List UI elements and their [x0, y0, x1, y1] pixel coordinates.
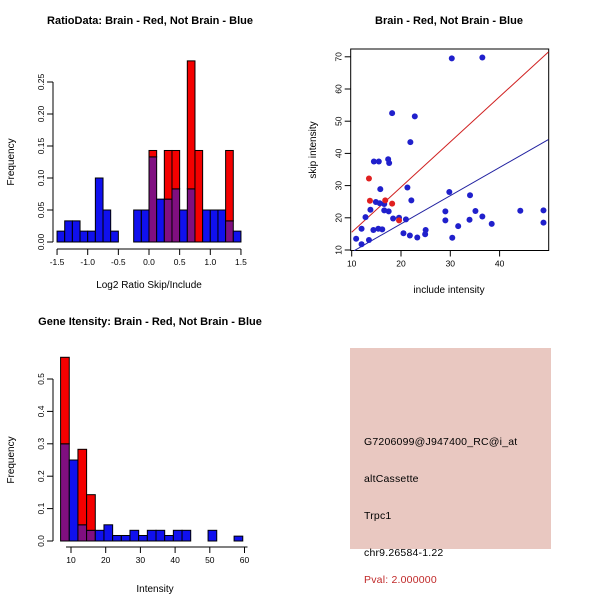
scatter-plot-area: [334, 49, 549, 269]
y-tick-label: 20: [333, 213, 344, 223]
x-tick-label: 40: [494, 258, 505, 269]
scatter-point-blue: [540, 220, 546, 226]
histogram-bar: [156, 530, 165, 541]
scatter-point-blue: [414, 234, 420, 240]
histogram-bar: [208, 530, 217, 541]
x-tick-label: -1.0: [80, 257, 96, 267]
histogram-bar: [147, 530, 156, 541]
gene-histogram-plot-area: [36, 357, 249, 565]
histogram-bar: [172, 150, 180, 188]
scatter-point-blue: [455, 223, 461, 229]
y-tick-label: 10: [333, 245, 344, 255]
scatter-point-red: [366, 176, 372, 182]
scatter-point-red: [396, 217, 402, 223]
histogram-bar: [103, 210, 111, 242]
histogram-bar: [233, 231, 241, 242]
scatter-point-blue: [442, 208, 448, 214]
histogram-bar: [113, 535, 122, 541]
histogram-bar-overlap: [164, 199, 172, 242]
scatter-point-blue: [442, 217, 448, 223]
scatter-point-blue: [479, 54, 485, 60]
y-tick-label: 0.10: [36, 169, 46, 187]
x-tick-label: 20: [100, 555, 111, 565]
x-tick-label: 10: [66, 555, 76, 565]
scatter-point-blue: [446, 189, 452, 195]
gene-histogram-xlabel: Intensity: [136, 584, 174, 595]
scatter-point-red: [389, 201, 395, 207]
gene-histogram-title: Gene Itensity: Brain - Red, Not Brain - Blue: [38, 316, 262, 328]
histogram-bar: [165, 535, 174, 541]
probe-id-text: G7206099@J947400_RC@i_at: [364, 436, 518, 448]
scatter-point-blue: [467, 217, 473, 223]
histogram-bar-overlap: [172, 189, 180, 242]
histogram-bar: [149, 150, 157, 156]
histogram-bar: [65, 221, 73, 242]
scatter-point-blue: [412, 113, 418, 119]
histogram-bar: [111, 231, 119, 242]
histogram-bar: [134, 210, 142, 242]
histogram-bar: [157, 199, 165, 242]
histogram-bar: [203, 210, 211, 242]
histogram-bar: [164, 150, 172, 199]
gene-intensity-histogram-panel: [0, 300, 300, 600]
scatter-point-blue: [366, 237, 372, 243]
x-tick-label: 0.5: [173, 257, 186, 267]
histogram-bar: [187, 61, 195, 189]
histogram-bar: [195, 150, 203, 242]
x-tick-label: 10: [346, 258, 357, 269]
histogram-bar: [69, 460, 78, 541]
scatter-point-blue: [386, 208, 392, 214]
scatter-point-blue: [407, 233, 413, 239]
info-panel: [350, 348, 551, 586]
scatter-point-blue: [359, 226, 365, 232]
scatter-point-blue: [479, 214, 485, 220]
scatter-point-blue: [367, 207, 373, 213]
y-tick-label: 0.4: [36, 405, 46, 418]
scatter-ylabel: skip intensity: [308, 121, 319, 179]
histogram-bar: [72, 221, 80, 242]
scatter-point-blue: [449, 235, 455, 241]
histogram-bar: [173, 530, 182, 541]
scatter-point-blue: [408, 197, 414, 203]
y-tick-label: 0.1: [36, 502, 46, 515]
histogram-bar: [95, 178, 103, 242]
histogram-bar: [87, 495, 96, 531]
scatter-point-blue: [377, 186, 383, 192]
notbrain-fit-line: [354, 140, 548, 251]
histogram-bar: [104, 525, 113, 541]
histogram-bar: [130, 530, 139, 541]
gene-histogram-ylabel: Frequency: [6, 436, 17, 484]
scatter-point-blue: [389, 110, 395, 116]
x-tick-label: 30: [135, 555, 146, 565]
histogram-bar: [141, 210, 149, 242]
histogram-bar-overlap: [61, 444, 70, 541]
x-tick-label: 50: [205, 555, 215, 565]
histogram-bar: [88, 231, 96, 242]
histogram-bar: [180, 210, 188, 242]
histogram-bar: [57, 231, 65, 242]
y-tick-label: 0.05: [36, 201, 46, 219]
ratio-histogram-plot-area: [36, 61, 247, 267]
histogram-bar-overlap: [149, 157, 157, 242]
histogram-bar: [218, 210, 226, 242]
histogram-bar-overlap: [78, 525, 87, 541]
scatter-point-blue: [400, 230, 406, 236]
y-tick-label: 0.3: [36, 437, 46, 450]
y-tick-label: 60: [333, 84, 344, 94]
ratio-histogram-ylabel: Frequency: [6, 138, 17, 186]
scatter-point-blue: [353, 236, 359, 242]
scatter-point-blue: [449, 55, 455, 61]
histogram-bar-overlap: [226, 221, 234, 242]
histogram-bar: [139, 535, 148, 541]
pval-text: Pval: 2.000000: [364, 574, 437, 586]
intensity-scatter-panel: [300, 0, 600, 300]
x-tick-label: 0.0: [143, 257, 155, 267]
scatter-point-blue: [390, 215, 396, 221]
y-tick-label: 30: [333, 180, 344, 191]
location-text: chr9.26584-1.22: [364, 547, 444, 559]
histogram-bar: [226, 150, 234, 220]
histogram-bar-overlap: [87, 530, 96, 541]
scatter-point-blue: [376, 158, 382, 164]
x-tick-label: -1.5: [49, 257, 65, 267]
gene-name-text: Trpc1: [364, 510, 392, 522]
y-tick-label: 0.0: [36, 535, 46, 547]
y-tick-label: 50: [333, 116, 344, 126]
y-tick-label: 0.2: [36, 470, 46, 483]
scatter-point-blue: [363, 214, 369, 220]
y-tick-label: 40: [333, 148, 344, 159]
ratio-histogram-title: RatioData: Brain - Red, Not Brain - Blue: [47, 15, 253, 27]
scatter-point-blue: [407, 139, 413, 145]
histogram-bar: [78, 449, 87, 524]
y-tick-label: 0.5: [36, 373, 46, 385]
scatter-point-blue: [467, 192, 473, 198]
y-tick-label: 0.15: [36, 137, 46, 155]
histogram-bar: [95, 530, 104, 541]
scatter-point-blue: [404, 185, 410, 191]
scatter-point-red: [367, 198, 373, 204]
histogram-bar: [210, 210, 218, 242]
scatter-point-blue: [423, 227, 429, 233]
histogram-bar-overlap: [187, 189, 195, 242]
scatter-title: Brain - Red, Not Brain - Blue: [375, 15, 523, 27]
event-type-text: altCassette: [364, 473, 419, 485]
histogram-bar: [234, 536, 243, 541]
scatter-point-blue: [403, 216, 409, 222]
x-tick-label: -0.5: [111, 257, 126, 267]
histogram-bar: [182, 530, 191, 541]
scatter-point-blue: [489, 221, 495, 227]
x-tick-label: 1.5: [235, 257, 247, 267]
x-tick-label: 30: [445, 258, 456, 269]
scatter-point-red: [382, 197, 388, 203]
scatter-point-blue: [540, 207, 546, 213]
scatter-point-blue: [517, 208, 523, 214]
x-tick-label: 1.0: [204, 257, 217, 267]
x-tick-label: 20: [396, 258, 406, 269]
scatter-point-blue: [472, 208, 478, 214]
scatter-point-blue: [359, 241, 365, 247]
y-tick-label: 0.20: [36, 105, 46, 123]
scatter-xlabel: include intensity: [413, 285, 485, 296]
scatter-point-blue: [386, 160, 392, 166]
y-tick-label: 70: [333, 52, 344, 62]
ratio-histogram-panel: [0, 0, 300, 300]
x-tick-label: 60: [239, 555, 250, 565]
y-tick-label: 0.25: [36, 73, 46, 91]
histogram-bar: [61, 357, 70, 444]
histogram-bar: [121, 535, 130, 541]
x-tick-label: 40: [170, 555, 180, 565]
scatter-point-blue: [379, 226, 385, 232]
y-tick-label: 0.00: [36, 233, 46, 251]
histogram-bar: [80, 231, 88, 242]
ratio-histogram-xlabel: Log2 Ratio Skip/Include: [96, 280, 202, 291]
